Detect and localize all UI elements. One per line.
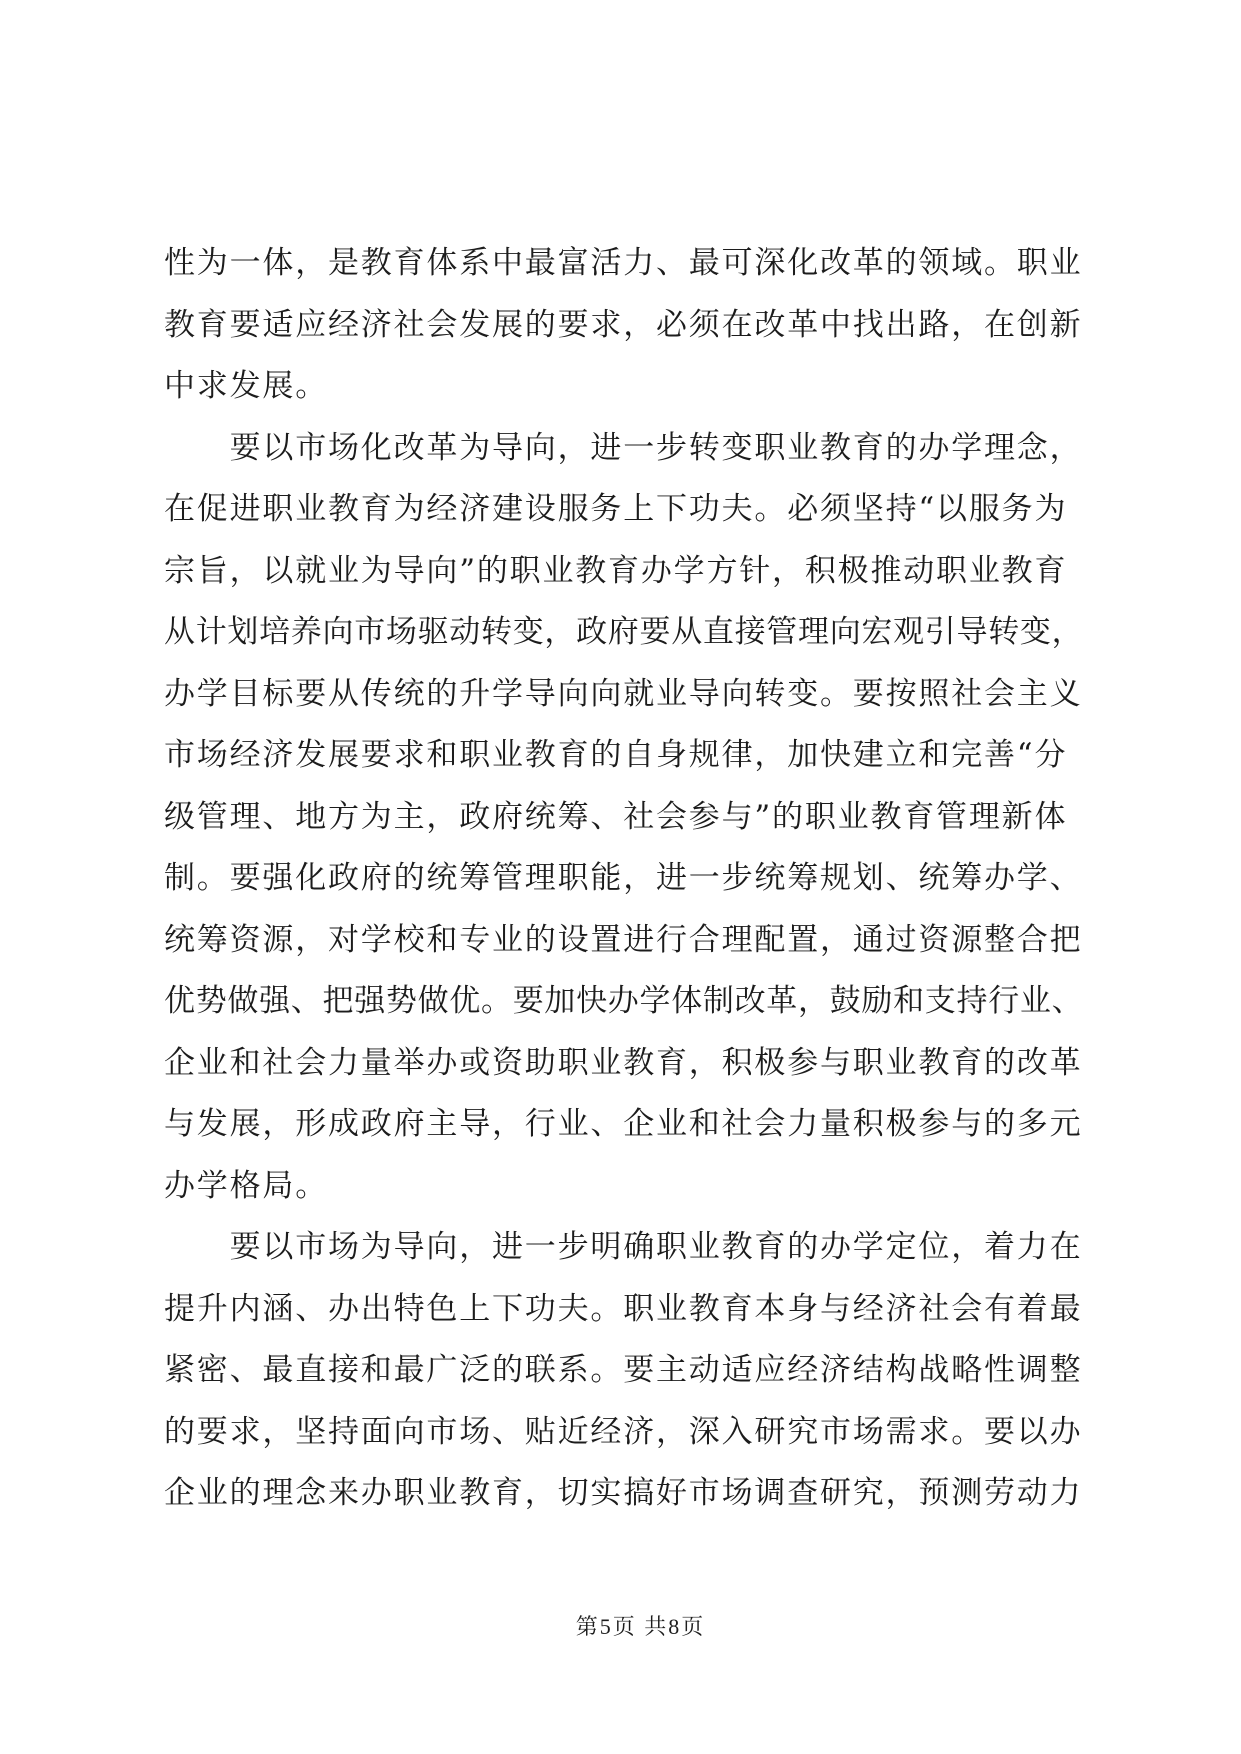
text-line: 要以市场为导向，进一步明确职业教育的办学定位，着力在 bbox=[229, 1229, 1083, 1265]
text-line: 企业和社会力量举办或资助职业教育，积极参与职业教育的改革 bbox=[164, 1044, 1083, 1081]
document-body bbox=[164, 233, 1094, 1525]
paragraph bbox=[164, 1217, 1094, 1525]
page-number-footer: 第5页 共8页 bbox=[575, 1614, 706, 1639]
text-line: 市场经济发展要求和职业教育的自身规律，加快建立和完善“分 bbox=[164, 737, 1068, 773]
text-line: 办学格局。 bbox=[164, 1167, 328, 1204]
text-line: 优势做强、把强势做优。要加快办学体制改革，鼓励和支持行业、 bbox=[164, 983, 1084, 1019]
text-line: 提升内涵、办出特色上下功夫。职业教育本身与经济社会有着最 bbox=[164, 1290, 1083, 1327]
text-line: 性为一体，是教育体系中最富活力、最可深化改革的领域。职业 bbox=[164, 245, 1083, 281]
text-line: 办学目标要从传统的升学导向向就业导向转变。要按照社会主义 bbox=[164, 675, 1083, 712]
text-line: 中求发展。 bbox=[164, 368, 328, 404]
text-line: 要以市场化改革为导向，进一步转变职业教育的办学理念， bbox=[229, 429, 1083, 466]
text-line: 制。要强化政府的统筹管理职能，进一步统筹规划、统筹办学、 bbox=[164, 860, 1083, 896]
text-line: 宗旨，以就业为导向”的职业教育办学方针，积极推动职业教育 bbox=[164, 552, 1068, 589]
paragraph bbox=[164, 418, 1094, 1218]
text-line: 的要求，坚持面向市场、贴近经济，深入研究市场需求。要以办 bbox=[164, 1413, 1083, 1450]
text-line: 企业的理念来办职业教育，切实搞好市场调查研究，预测劳动力 bbox=[164, 1475, 1083, 1511]
text-line: 紧密、最直接和最广泛的联系。要主动适应经济结构战略性调整 bbox=[164, 1352, 1083, 1388]
text-line: 教育要适应经济社会发展的要求，必须在改革中找出路，在创新 bbox=[164, 306, 1083, 343]
text-line: 统筹资源，对学校和专业的设置进行合理配置，通过资源整合把 bbox=[164, 921, 1083, 958]
text-line: 从计划培养向市场驱动转变，政府要从直接管理向宏观引导转变， bbox=[164, 614, 1084, 650]
text-line: 级管理、地方为主，政府统筹、社会参与”的职业教育管理新体 bbox=[164, 798, 1068, 835]
paragraph bbox=[164, 233, 1094, 418]
text-line: 与发展，形成政府主导，行业、企业和社会力量积极参与的多元 bbox=[164, 1106, 1083, 1142]
text-line: 在促进职业教育为经济建设服务上下功夫。必须坚持“以服务为 bbox=[164, 491, 1068, 527]
